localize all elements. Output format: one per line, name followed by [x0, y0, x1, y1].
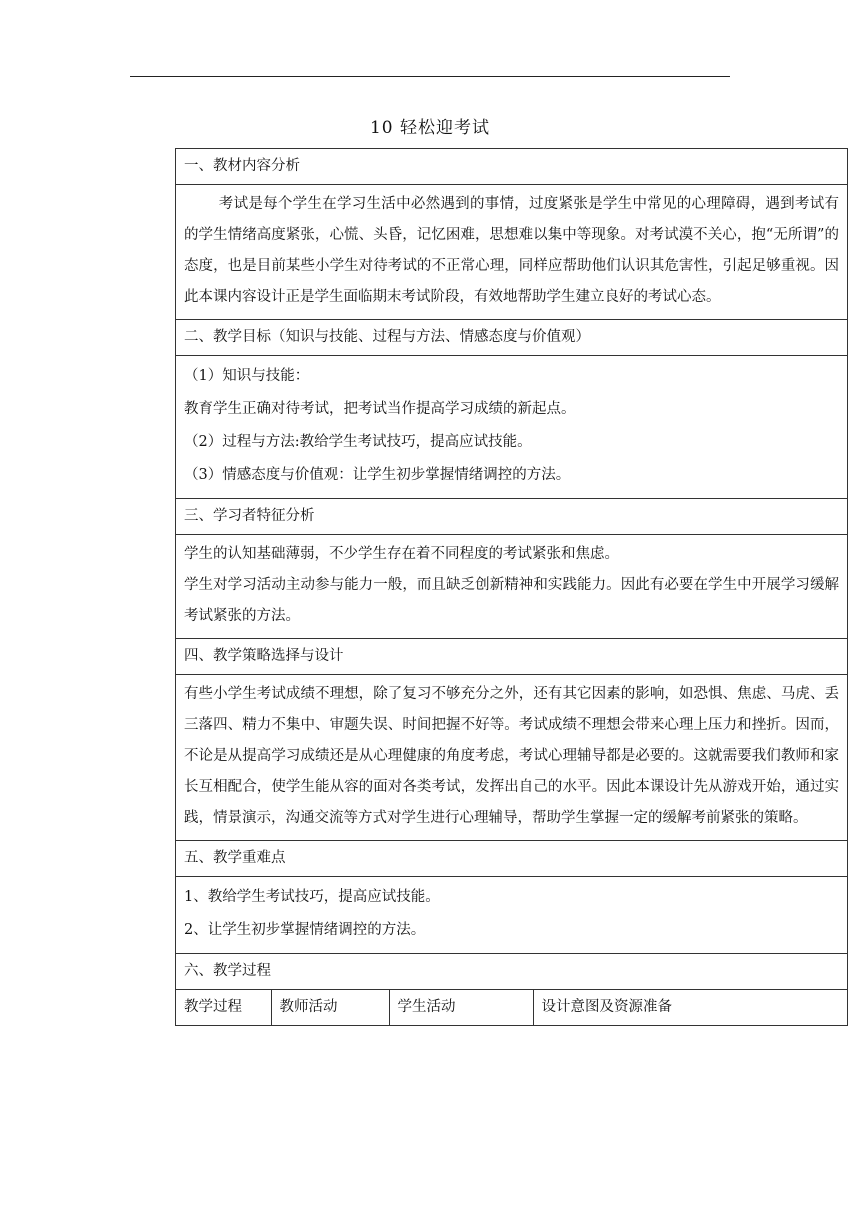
- section-5-body: [176, 877, 848, 954]
- objective-line-4: （3）情感态度与价值观：让学生初步掌握情绪调控的方法。: [184, 467, 571, 483]
- section-3-body-row: [176, 535, 848, 639]
- section-5-body-row: [176, 877, 848, 954]
- section-3-heading-row: [176, 499, 848, 535]
- header-rule: [130, 76, 730, 77]
- section-6-columns-row: [176, 990, 848, 1026]
- section-4-body-row: [176, 675, 848, 841]
- section-5-heading-row: [176, 841, 848, 877]
- section-6-heading-row: [176, 954, 848, 990]
- strategy-paragraph: 有些小学生考试成绩不理想，除了复习不够充分之外，还有其它因素的影响，如恐惧、焦虑、马虎、丢三落四、精力不集中、审题失误、时间把握不好等。考试成绩不理想会带来心理上压力和挫折。因而，不论是从提高学习成绩还是从心理健康的角度考虑，考试心理辅导都是必要的。这就需要我们教师和家长互相配合，使学生能从容的面对各类考试，发挥出自己的水平。因此本课设计先从游戏开始，通过实践，情景演示，沟通交流等方式对学生进行心理辅导，帮助学生掌握一定的缓解考前紧张的策略。: [184, 686, 839, 826]
- section-1-body: [176, 185, 848, 320]
- objective-line-1: （1）知识与技能：: [184, 368, 310, 384]
- process-columns-cell: [176, 990, 848, 1026]
- process-header-row: [176, 990, 848, 1025]
- section-2-body: [176, 356, 848, 499]
- column-header-design: 设计意图及资源准备: [541, 999, 672, 1015]
- process-header-table: [176, 990, 848, 1025]
- objective-line-2: 教育学生正确对待考试，把考试当作提高学习成绩的新起点。: [184, 401, 576, 417]
- document-title: 10 轻松迎考试: [369, 118, 491, 138]
- section-4-heading: 四、教学策略选择与设计: [176, 639, 848, 675]
- column-header-process: 教学过程: [176, 990, 271, 1025]
- key-point-line-2: 2、让学生初步掌握情绪调控的方法。: [184, 922, 426, 938]
- section-3-heading: 三、学习者特征分析: [176, 499, 848, 535]
- lesson-plan-table: [175, 148, 848, 1026]
- learner-analysis-line-2: 学生对学习活动主动参与能力一般，而且缺乏创新精神和实践能力。因此有必要在学生中开展学习缓解考试紧张的方法。: [184, 577, 839, 624]
- section-4-body: [176, 675, 848, 841]
- section-2-heading-row: [176, 320, 848, 356]
- section-2-body-row: [176, 356, 848, 499]
- section-5-heading: 五、教学重难点: [176, 841, 848, 877]
- section-1-heading-row: [176, 149, 848, 185]
- column-header-student: 学生活动: [389, 990, 533, 1025]
- section-3-body: [176, 535, 848, 639]
- column-header-teacher: 教师活动: [271, 990, 389, 1025]
- objective-line-3: （2）过程与方法:教给学生考试技巧，提高应试技能。: [184, 434, 532, 450]
- key-point-line-1: 1、教给学生考试技巧，提高应试技能。: [184, 889, 440, 905]
- learner-analysis-line-1: 学生的认知基础薄弱，不少学生存在着不同程度的考试紧张和焦虑。: [184, 546, 619, 562]
- section-2-heading: 二、教学目标（知识与技能、过程与方法、情感态度与价值观）: [176, 320, 848, 356]
- section-6-heading: 六、教学过程: [176, 954, 848, 990]
- section-1-paragraph: 考试是每个学生在学习生活中必然遇到的事情，过度紧张是学生中常见的心理障碍，遇到考试有的学生情绪高度紧张，心慌、头昏，记忆困难，思想难以集中等现象。对考试漠不关心，抱“无所谓”的态度，也是目前某些小学生对待考试的不正常心理，同样应帮助他们认识其危害性，引起足够重视。因此本课内容设计正是学生面临期末考试阶段，有效地帮助学生建立良好的考试心态。: [184, 196, 839, 305]
- section-4-heading-row: [176, 639, 848, 675]
- section-1-body-row: [176, 185, 848, 320]
- section-1-heading: 一、教材内容分析: [176, 149, 848, 185]
